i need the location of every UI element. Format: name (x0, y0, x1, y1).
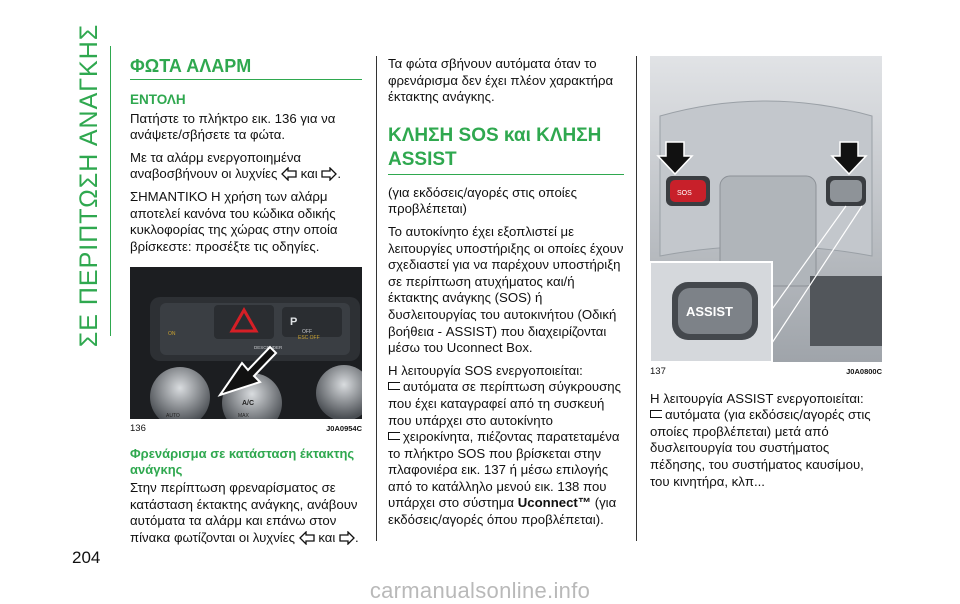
overhead-console-illustration (650, 56, 882, 362)
bullet-item: αυτόματα (για εκδόσεις/αγορές στις οποίες προβλέπεται) μετά από δυσλειτουργία του συστήματος πέδησης, του συστήματος καυσίμου, του κινητήρα, κλπ... (650, 407, 871, 489)
figure-caption-row (130, 421, 362, 438)
sub-heading-command: ΕΝΤΟΛΗ (130, 92, 186, 107)
figure-137-sos-assist-buttons (650, 56, 882, 362)
sub-heading-emergency-braking: Φρενάρισμα σε κατάσταση έκτακτης ανάγκης (130, 445, 355, 477)
svg-text:ASSIST: ASSIST (686, 304, 733, 319)
turn-signal-right-icon (321, 167, 337, 181)
paragraph: Πατήστε το πλήκτρο εικ. 136 για να ανάψετε/σβήσετε τα φώτα. (130, 110, 336, 143)
section-heading-sos-assist: ΚΛΗΣΗ SOS και ΚΛΗΣΗ ASSIST (388, 124, 624, 175)
chapter-side-title (70, 23, 110, 347)
svg-text:SOS: SOS (677, 190, 692, 197)
turn-signal-left-icon (299, 531, 315, 545)
svg-text:OFF: OFF (302, 329, 312, 336)
svg-text:MAX: MAX (238, 413, 249, 420)
paragraph: (για εκδόσεις/αγορές στις οποίες προβλέπεται) (388, 184, 577, 217)
paragraph: Με τα αλάρμ ενεργοποιημένα αναβοσβήνουν οι λυχνίες και . (130, 149, 342, 182)
footer-watermark: carmanualsonline.info (369, 578, 591, 603)
svg-text:P: P (290, 316, 298, 329)
svg-text:A/C: A/C (242, 400, 255, 408)
figure-code: J0A0954C (326, 424, 362, 434)
column-1 (130, 56, 362, 552)
figure-code: J0A0800C (846, 367, 882, 376)
checkbox-bullet-icon (650, 410, 662, 418)
column-divider (636, 56, 637, 541)
paragraph: Τα φώτα σβήνουν αυτόματα όταν το φρενάρισμα δεν έχει πλέον χαρακτήρα έκτακτης ανάγκης. (388, 56, 614, 105)
hazard-panel-illustration (130, 267, 362, 419)
svg-text:AUTO: AUTO (166, 413, 180, 420)
bullet-item: αυτόματα σε περίπτωση σύγκρουσης που έχει καταγραφεί από τη συσκευή που υπάρχει στο αυτοκίνητο (388, 379, 621, 428)
column-divider (376, 56, 377, 541)
checkbox-bullet-icon (388, 432, 400, 440)
checkbox-bullet-icon (388, 382, 400, 390)
figure-number: 137 (650, 366, 666, 377)
bullet-item: χειροκίνητα, πιέζοντας παρατεταμένα το πλήκτρο SOS που βρίσκεται στην πλαφονιέρα εικ. 137 ή μέσω επιλογής από το κατάλληλο μενού εικ. 138 που υπάρχει στο σύστημα Uconnect™ (για εκδόσεις/αγορές όπου προβλέπεται). (388, 429, 620, 528)
svg-text:ON: ON (168, 331, 176, 338)
svg-text:ESC OFF: ESC OFF (298, 335, 320, 342)
column-2 (388, 56, 624, 535)
figure-136-hazard-button (130, 267, 362, 419)
paragraph: Η λειτουργία SOS ενεργοποιείται: (388, 362, 583, 378)
figure-number: 136 (130, 423, 146, 435)
turn-signal-right-icon (339, 531, 355, 545)
chapter-divider (110, 46, 111, 336)
paragraph: Το αυτοκίνητο έχει εξοπλιστεί με λειτουργίες υποστήριξης οι οποίες έχουν σχεδιαστεί για να παρέχουν υποστήριξη σε περίπτωση ατυχήματος και/ή έκτακτης ανάγκης (SOS) ή δυσλειτουργίας του αυτοκινήτου (Οδική βοήθεια - ASSIST) που διαχειρίζονται μέσω του Uconnect Box. (388, 223, 624, 356)
svg-text:DESCENDER: DESCENDER (254, 345, 283, 351)
paragraph: Στην περίπτωση φρεναρίσματος σε κατάσταση έκτακτης ανάγκης, ανάβουν αυτόματα τα αλάρμ και επάνω στον πίνακα φωτίζονται οι λυχνίες και . (130, 479, 359, 545)
chapter-title-text: ΣΕ ΠΕΡΙΠΤΩΣΗ ΑΝΑΓΚΗΣ (75, 23, 104, 347)
section-heading-hazard-lights: ΦΩΤΑ ΑΛΑΡΜ (130, 56, 362, 80)
figure-caption-row (650, 364, 882, 381)
paragraph-important: ΣΗΜΑΝΤΙΚΟ Η χρήση των αλάρμ αποτελεί κανόνα του κώδικα οδικής κυκλοφορίας της χώρας στην οποία βρίσκεστε: προσέξτε τις οδηγίες. (130, 188, 338, 254)
column-3 (650, 56, 882, 496)
paragraph: Η λειτουργία ASSIST ενεργοποιείται: (650, 390, 864, 406)
turn-signal-left-icon (281, 167, 297, 181)
page-number: 204 (72, 548, 101, 567)
